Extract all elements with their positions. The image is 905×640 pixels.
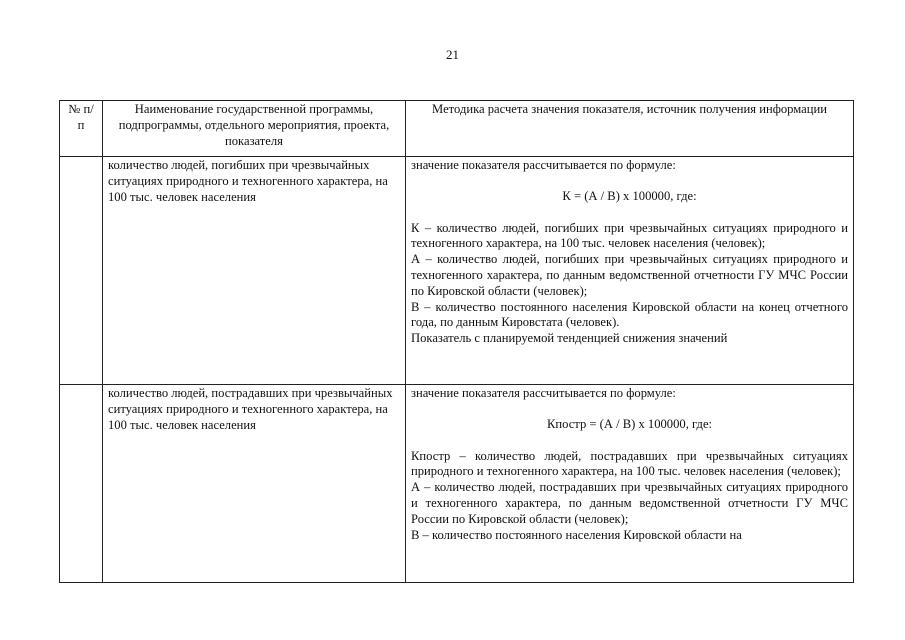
page-number: 21 xyxy=(446,47,459,62)
indicator-name: количество людей, погибших при чрезвычайных ситуациях природного и техногенного характера, на 100 тыс. человек населения xyxy=(103,157,406,385)
header-number: № п/п xyxy=(60,101,103,157)
method-cell xyxy=(406,385,854,583)
method-line: В – количество постоянного населения Кировской области на xyxy=(411,527,742,542)
method-lead: значение показателя рассчитывается по формуле: xyxy=(411,158,676,172)
table-row xyxy=(60,157,854,385)
method-line: К – количество людей, погибших при чрезвычайных ситуациях природного и техногенного характера, на 100 тыс. человек населения (человек); xyxy=(411,220,848,251)
row-number xyxy=(60,385,103,583)
method-lead: значение показателя рассчитывается по формуле: xyxy=(411,386,676,400)
method-line: А – количество людей, пострадавших при чрезвычайных ситуациях природного и техногенного характера, по данным ведомственной отчетности ГУ МЧС России по Кировской области (человек); xyxy=(411,480,848,526)
formula: Кпостр = (А / В) х 100000, где: xyxy=(546,416,713,431)
header-name: Наименование государственной программы, подпрограммы, отдельного мероприятия, проекта, показателя xyxy=(103,101,406,157)
table-header-row xyxy=(60,101,854,157)
method-line: Показатель с планируемой тенденцией снижения значений xyxy=(411,331,728,346)
indicator-name: количество людей, пострадавших при чрезвычайных ситуациях природного и техногенного характера, на 100 тыс. человек населения xyxy=(103,385,406,583)
method-cell xyxy=(406,157,854,385)
method-line: В – количество постоянного населения Кировской области на конец отчетного года, по данным Кировстата (человек). xyxy=(411,299,848,330)
method-line: А – количество людей, погибших при чрезвычайных ситуациях природного и техногенного характера, по данным ведомственной отчетности ГУ МЧС России по Кировской области (человек); xyxy=(411,252,848,298)
row-number xyxy=(60,157,103,385)
indicators-table xyxy=(59,100,854,583)
table-row xyxy=(60,385,854,583)
header-method: Методика расчета значения показателя, источник получения информации xyxy=(406,101,854,157)
method-line: Кпостр – количество людей, пострадавших при чрезвычайных ситуациях природного и техногенного характера, на 100 тыс. человек населения (человек); xyxy=(411,448,848,479)
formula: К = (А / В) х 100000, где: xyxy=(562,188,697,203)
